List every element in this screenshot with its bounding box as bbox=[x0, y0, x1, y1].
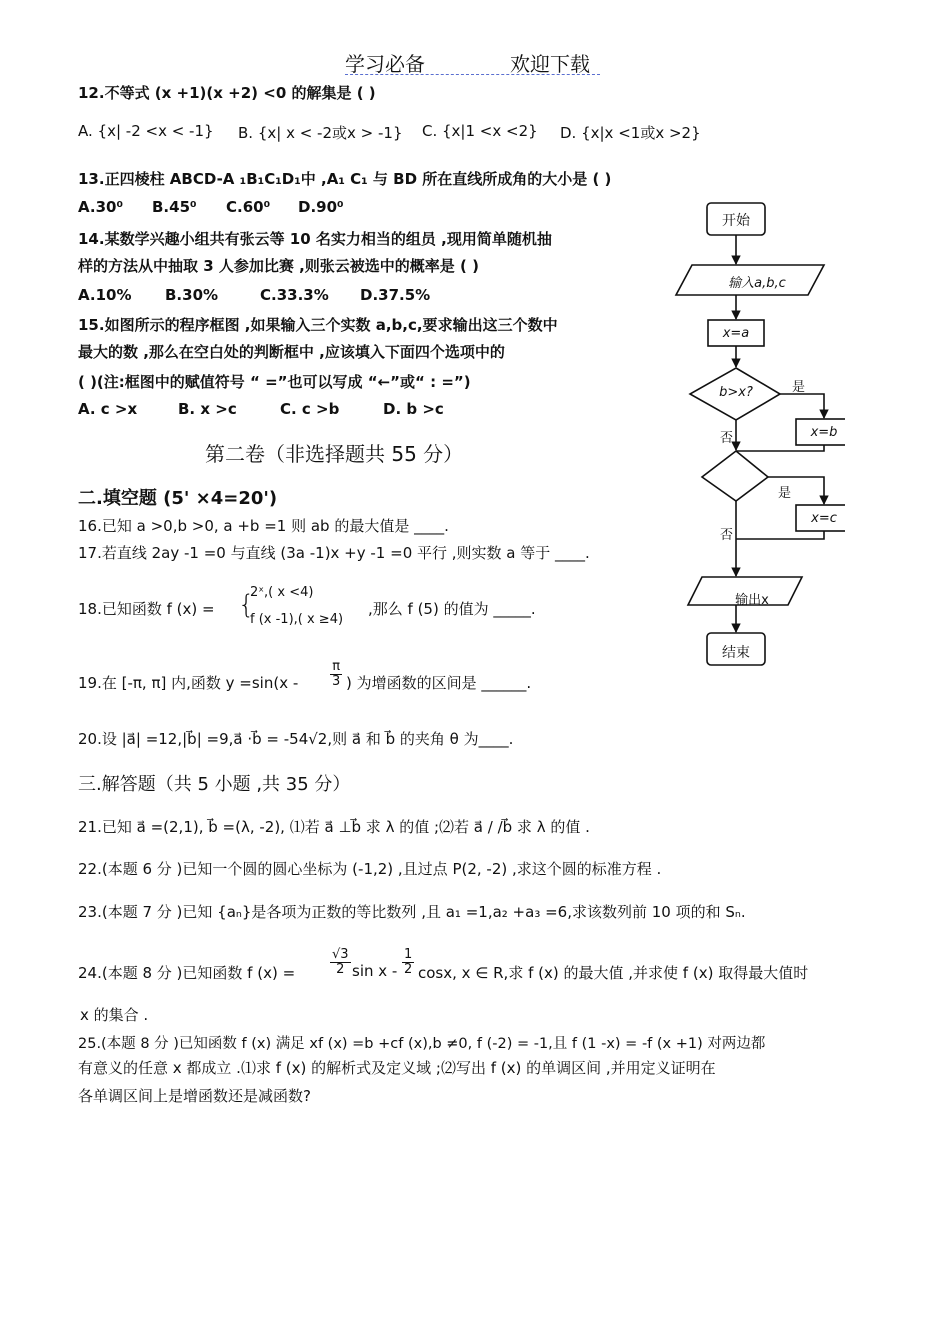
flowchart-end-label: 结束 bbox=[722, 645, 750, 661]
question-24-fraction-1-numerator: √3 bbox=[332, 947, 349, 962]
question-17: 17.若直线 2ay -1 =0 与直线 (3a -1)x +y -1 =0 平行 ,则实数 a 等于 ____. bbox=[78, 544, 590, 562]
question-15-line-1: 15.如图所示的程序框图 ,如果输入三个实数 a,b,c,要求输出这三个数中 bbox=[78, 316, 558, 334]
question-13-option-b: B.45⁰ bbox=[152, 198, 197, 216]
question-19-suffix: ) 为增函数的区间是 ______. bbox=[346, 674, 532, 692]
question-24-fraction-1 bbox=[330, 948, 351, 978]
question-24-line-2: x 的集合 . bbox=[80, 1006, 149, 1024]
question-19-numerator: π bbox=[330, 660, 342, 675]
flowchart-decision-2-blank bbox=[702, 451, 768, 501]
flowchart-assign-a-label: x=a bbox=[722, 326, 750, 341]
flowchart-yes-1-label: 是 bbox=[792, 380, 806, 395]
flowchart-assign-c-label: x=c bbox=[811, 511, 837, 526]
header-right: 欢迎下载 bbox=[510, 52, 590, 76]
question-13-stem: 13.正四棱柱 ABCD-A ₁B₁C₁D₁中 ,A₁ C₁ 与 BD 所在直线所成角的大小是 ( ) bbox=[78, 170, 612, 188]
question-25-line-1: 25.(本题 8 分 )已知函数 f (x) 满足 xf (x) =b +cf (x),b ≠0, f (-2) = -1,且 f (1 -x) = -f (x +1) 对两边都 bbox=[78, 1036, 766, 1052]
question-13-option-c: C.60⁰ bbox=[226, 198, 271, 216]
question-18-suffix: ,那么 f (5) 的值为 _____. bbox=[368, 600, 536, 618]
question-15-line-3: ( )(注:框图中的赋值符号 “ =”也可以写成 “←”或“ : =”) bbox=[78, 373, 471, 391]
page-header bbox=[345, 48, 590, 77]
question-14-option-b: B.30% bbox=[165, 286, 219, 304]
flowchart-assign-b-label: x=b bbox=[810, 425, 838, 440]
question-14-line-2: 样的方法从中抽取 3 人参加比赛 ,则张云被选中的概率是 ( ) bbox=[78, 257, 479, 275]
flowchart-yes-2-label: 是 bbox=[778, 486, 792, 501]
question-20: 20.设 |a⃗| =12,|b⃗| =9,a⃗ ·b⃗ = -54√2,则 a⃗ 和 b⃗ 的夹角 θ 为____. bbox=[78, 730, 514, 748]
question-25-line-3: 各单调区间上是增函数还是减函数? bbox=[78, 1087, 311, 1105]
question-14-line-1: 14.某数学兴趣小组共有张云等 10 名实力相当的组员 ,现用简单随机抽 bbox=[78, 230, 552, 248]
question-18-prefix: 18.已知函数 f (x) = bbox=[78, 600, 215, 618]
question-24-fraction-2 bbox=[402, 948, 414, 978]
question-24-fraction-2-numerator: 1 bbox=[404, 947, 413, 962]
question-12-option-b: B. {x| x < -2或x > -1} bbox=[238, 124, 403, 142]
question-15-option-a: A. c >x bbox=[78, 400, 138, 418]
question-14-option-c: C.33.3% bbox=[260, 286, 329, 304]
flowchart-output-label: 输出x bbox=[735, 593, 769, 608]
question-15-option-c: C. c >b bbox=[280, 400, 340, 418]
header-underline bbox=[345, 74, 600, 75]
question-15-option-d: D. b >c bbox=[383, 400, 444, 418]
question-18-case-1: 2ˣ,( x <4) bbox=[250, 585, 314, 600]
question-12-stem: 12.不等式 (x +1)(x +2) <0 的解集是 ( ) bbox=[78, 84, 376, 102]
question-24-fraction-2-denominator: 2 bbox=[404, 962, 413, 978]
question-19-fraction bbox=[330, 660, 342, 690]
flowchart-no-1-label: 否 bbox=[720, 431, 734, 446]
question-14-option-d: D.37.5% bbox=[360, 286, 431, 304]
question-15-line-2: 最大的数 ,那么在空白处的判断框中 ,应该填入下面四个选项中的 bbox=[78, 343, 505, 361]
flowchart-no-2-label: 否 bbox=[720, 528, 734, 543]
question-24-prefix: 24.(本题 8 分 )已知函数 f (x) = bbox=[78, 964, 296, 982]
fill-in-section-heading: 二.填空题 (5' ×4=20') bbox=[78, 488, 278, 509]
question-24-middle: sin x - bbox=[352, 962, 398, 980]
question-19-prefix: 19.在 [-π, π] 内,函数 y =sin(x - bbox=[78, 674, 299, 692]
flowchart-input-label: 输入a,b,c bbox=[728, 276, 786, 291]
flowchart-condition-1-label: b>x? bbox=[719, 385, 753, 400]
question-16: 16.已知 a >0,b >0, a +b =1 则 ab 的最大值是 ____. bbox=[78, 517, 449, 535]
question-21: 21.已知 a⃗ =(2,1), b⃗ =(λ, -2), ⑴若 a⃗ ⊥b⃗ 求 λ 的值 ;⑵若 a⃗ / /b⃗ 求 λ 的值 . bbox=[78, 818, 590, 836]
question-24-fraction-1-denominator: 2 bbox=[336, 962, 345, 978]
question-19-denominator: 3 bbox=[332, 674, 341, 690]
solve-section-heading: 三.解答题（共 5 小题 ,共 35 分） bbox=[78, 774, 351, 795]
question-15-option-b: B. x >c bbox=[178, 400, 237, 418]
question-25-line-2: 有意义的任意 x 都成立 .⑴求 f (x) 的解析式及定义域 ;⑵写出 f (x) 的单调区间 ,并用定义证明在 bbox=[78, 1059, 716, 1077]
question-24-suffix: cosx, x ∈ R,求 f (x) 的最大值 ,并求使 f (x) 取得最大值时 bbox=[418, 964, 809, 982]
question-13-option-a: A.30⁰ bbox=[78, 198, 124, 216]
question-12-option-a: A. {x| -2 <x < -1} bbox=[78, 122, 214, 140]
question-18-case-2: f (x -1),( x ≥4) bbox=[250, 612, 344, 627]
question-13-option-d: D.90⁰ bbox=[298, 198, 344, 216]
question-14-option-a: A.10% bbox=[78, 286, 132, 304]
question-18-brace: { bbox=[238, 590, 255, 620]
flowchart-start-label: 开始 bbox=[722, 213, 750, 229]
header-left: 学习必备 bbox=[345, 52, 425, 76]
part-2-title: 第二卷（非选择题共 55 分） bbox=[205, 442, 464, 466]
question-12-option-d: D. {x|x <1或x >2} bbox=[560, 124, 701, 142]
question-12-option-c: C. {x|1 <x <2} bbox=[422, 122, 538, 140]
question-22: 22.(本题 6 分 )已知一个圆的圆心坐标为 (-1,2) ,且过点 P(2, -2) ,求这个圆的标准方程 . bbox=[78, 860, 662, 878]
question-23: 23.(本题 7 分 )已知 {aₙ}是各项为正数的等比数列 ,且 a₁ =1,a₂ +a₃ =6,求该数列前 10 项的和 Sₙ. bbox=[78, 903, 746, 921]
